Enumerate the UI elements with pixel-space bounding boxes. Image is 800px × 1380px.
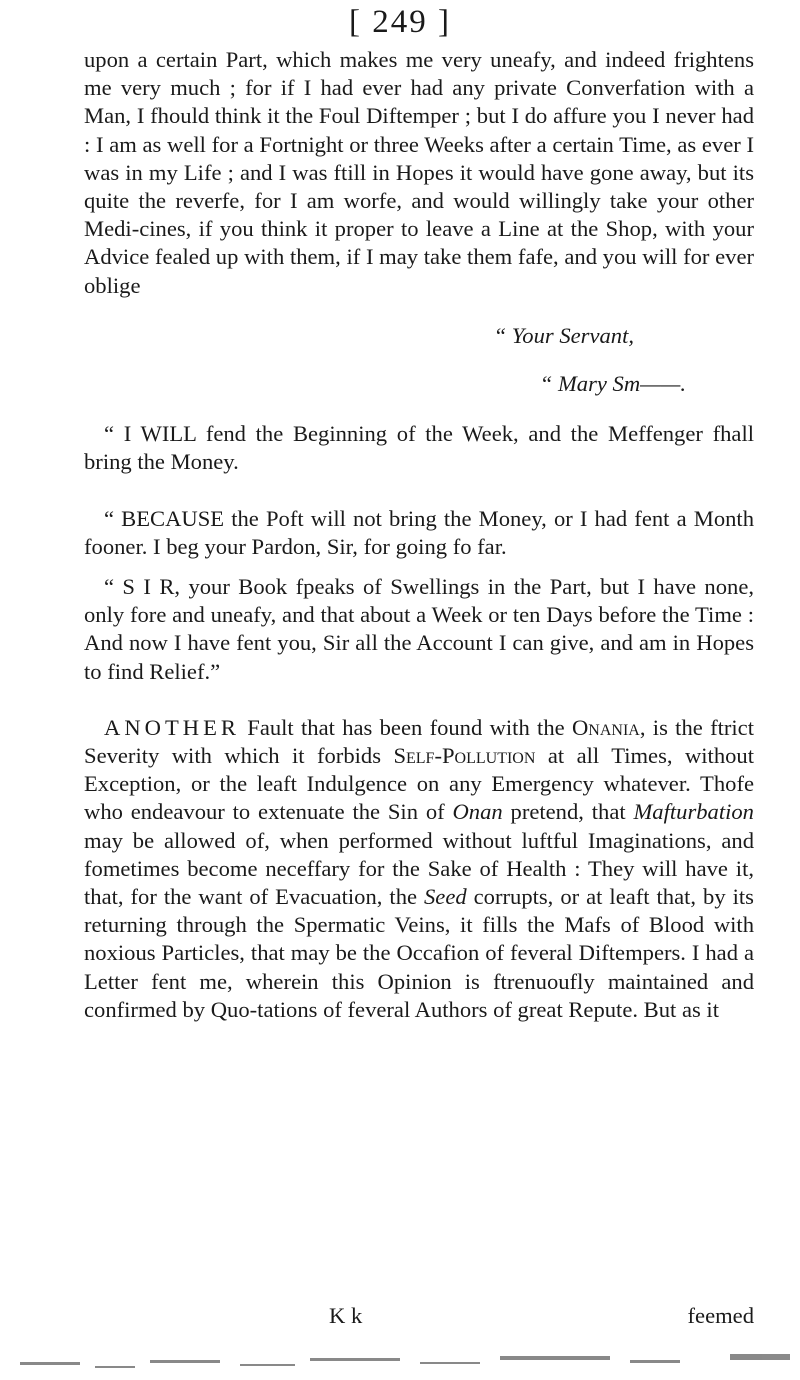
term-masturbation: Mafturbation <box>633 799 754 825</box>
essay-paragraph <box>84 714 754 1024</box>
letter-closing: “ Your Servant, <box>493 322 634 348</box>
term-seed: Seed <box>424 884 467 910</box>
page-header: [ 249 ] <box>349 4 451 40</box>
page-body <box>84 46 754 1024</box>
text-run-4: pretend, that <box>502 799 634 825</box>
letter-signature-name: “ Mary Sm——. <box>539 371 686 397</box>
postscript-paragraph-3: “ S I R, your Book fpeaks of Swellings in the Part, but I have none, only fore and uneafy, and that about a Week or ten Days before the Time : And now I have fent you, Sir all the Account I can give, and am in Hopes to find Relief.” <box>84 574 754 684</box>
text-run-3: at all Times, without Exception, or the leaft Indulgence on any Emergency whatever. Thofe who endeavour to extenuate the Sin of <box>84 743 754 825</box>
scan-edge-artifact <box>0 1346 800 1380</box>
page-footer <box>84 1302 754 1330</box>
text-run-5: may be allowed of, when performed without luftful Imaginations, and fometimes become neceffary for the Sake of Health : They will have it, that, for the want of Evacuation, the <box>84 827 754 910</box>
signature-mark: K k <box>329 1303 363 1328</box>
text-run-2: , is the ftrict Severity with which it forbids <box>84 714 754 769</box>
postscript-paragraph-1: “ I WILL fend the Beginning of the Week, and the Meffenger fhall bring the Money. <box>84 421 754 475</box>
text-run-1: Fault that has been found with the <box>239 714 572 740</box>
catchword: feemed <box>687 1303 754 1328</box>
lead-word: ANOTHER <box>104 714 240 740</box>
postscript-paragraph-2: “ BECAUSE the Poft will not bring the Money, or I had fent a Month fooner. I beg your Pardon, Sir, for going fo far. <box>84 505 754 559</box>
term-onania: Onania <box>571 714 640 740</box>
term-onan: Onan <box>452 799 503 825</box>
text-run-6: corrupts, or at leaft that, by its returning through the Spermatic Veins, it fills the Mafs of Blood with noxious Particles, that may be the Occafion of feveral Diftempers. I had a Letter fent me, wherein this Opinion is ftrenuoufly maintained and confirmed by Quo-tations of feveral Authors of great Repute. But as it <box>84 884 754 1022</box>
letter-paragraph-1: upon a certain Part, which makes me very uneafy, and indeed frightens me very much ; for if I had ever had any private Converfation with a Man, I fhould think it the Foul Diftemper ; but I do affure you I never had : I am as well for a Fortnight or three Weeks after a certain Time, as ever I was in my Life ; and I was ftill in Hopes it would have gone away, but its quite the reverfe, for I am worfe, and would willingly take your other Medi-cines, if you think it proper to leave a Line at the Shop, with your Advice fealed up with them, if I may take them fafe, and you will for ever oblige <box>84 47 754 298</box>
term-self-pollution: Self-Pollution <box>393 743 536 769</box>
